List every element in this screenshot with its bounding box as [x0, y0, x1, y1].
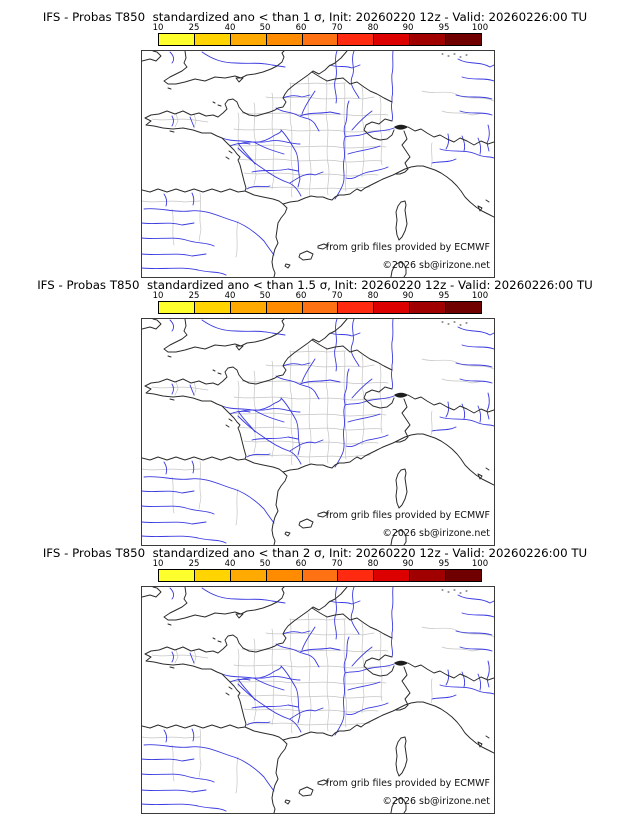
colorbar-segment: [267, 302, 303, 313]
colorbar-segment: [231, 302, 267, 313]
panel-sigma-2: [0, 536, 630, 807]
attribution-copyright: ©2026 sb@irizone.net: [382, 796, 490, 807]
colorbar-segment: [159, 34, 195, 45]
colorbar-segment: [159, 302, 195, 313]
colorbar-tick: 80: [367, 23, 379, 33]
colorbar-segment: [267, 570, 303, 581]
colorbar-tick: 10: [152, 23, 164, 33]
colorbar-segment: [446, 302, 481, 313]
colorbar-ticks: [0, 559, 630, 569]
panel-title: IFS - Probas T850 standardized ano < than 1 σ, Init: 20260220 12z - Valid: 20260226:00 TU: [42, 10, 588, 24]
colorbar-segment: [303, 34, 339, 45]
colorbar-segment: [195, 302, 231, 313]
panel-title: IFS - Probas T850 standardized ano < than 1.5 σ, Init: 20260220 12z - Valid: 20260226:00 TU: [37, 278, 593, 292]
colorbar-tick: 80: [367, 291, 379, 301]
colorbar-segment: [195, 34, 231, 45]
attribution-ecmwf: from grib files provided by ECMWF: [325, 510, 490, 521]
colorbar-tick: 70: [331, 559, 343, 569]
attribution-ecmwf: from grib files provided by ECMWF: [325, 778, 490, 789]
colorbar-segment: [338, 570, 374, 581]
colorbar-segment: [231, 34, 267, 45]
colorbar-segment: [159, 570, 195, 581]
colorbar-tick: 80: [367, 559, 379, 569]
colorbar-segment: [267, 34, 303, 45]
colorbar-segment: [338, 34, 374, 45]
colorbar-tick: 50: [259, 559, 271, 569]
colorbar-tick: 40: [224, 23, 236, 33]
colorbar-tick: 25: [188, 559, 200, 569]
colorbar-segment: [374, 570, 410, 581]
colorbar: [158, 301, 482, 314]
colorbar-segment: [446, 570, 481, 581]
colorbar-ticks: [0, 291, 630, 301]
colorbar-tick: 95: [438, 559, 450, 569]
colorbar-segment: [303, 302, 339, 313]
colorbar-ticks: [0, 23, 630, 33]
panel-sigma-1: [0, 0, 630, 271]
colorbar-tick: 95: [438, 291, 450, 301]
colorbar-tick: 100: [471, 23, 489, 33]
colorbar-segment: [374, 302, 410, 313]
colorbar-tick: 25: [188, 291, 200, 301]
colorbar-tick: 60: [295, 23, 307, 33]
colorbar: [158, 33, 482, 46]
colorbar-tick: 50: [259, 291, 271, 301]
colorbar-tick: 100: [471, 291, 489, 301]
colorbar-tick: 25: [188, 23, 200, 33]
colorbar-tick: 40: [224, 291, 236, 301]
france-map: [141, 318, 495, 546]
panel-sigma-1-5: [0, 268, 630, 539]
colorbar-segment: [338, 302, 374, 313]
colorbar-segment: [410, 34, 446, 45]
colorbar-tick: 90: [402, 291, 414, 301]
colorbar-tick: 70: [331, 23, 343, 33]
france-map: [141, 586, 495, 814]
colorbar-tick: 10: [152, 559, 164, 569]
colorbar-tick: 60: [295, 291, 307, 301]
colorbar-segment: [231, 570, 267, 581]
colorbar-segment: [374, 34, 410, 45]
colorbar-tick: 90: [402, 23, 414, 33]
attribution-copyright: ©2026 sb@irizone.net: [382, 260, 490, 271]
colorbar-segment: [195, 570, 231, 581]
colorbar-tick: 60: [295, 559, 307, 569]
colorbar: [158, 569, 482, 582]
colorbar-tick: 50: [259, 23, 271, 33]
colorbar-segment: [303, 570, 339, 581]
attribution-copyright: ©2026 sb@irizone.net: [382, 528, 490, 539]
colorbar-tick: 40: [224, 559, 236, 569]
colorbar-tick: 10: [152, 291, 164, 301]
france-map: [141, 50, 495, 278]
colorbar-tick: 100: [471, 559, 489, 569]
panel-title: IFS - Probas T850 standardized ano < than 2 σ, Init: 20260220 12z - Valid: 20260226:00 TU: [42, 546, 588, 560]
attribution-ecmwf: from grib files provided by ECMWF: [325, 242, 490, 253]
colorbar-tick: 70: [331, 291, 343, 301]
colorbar-tick: 95: [438, 23, 450, 33]
colorbar-segment: [446, 34, 481, 45]
colorbar-segment: [410, 302, 446, 313]
colorbar-segment: [410, 570, 446, 581]
colorbar-tick: 90: [402, 559, 414, 569]
